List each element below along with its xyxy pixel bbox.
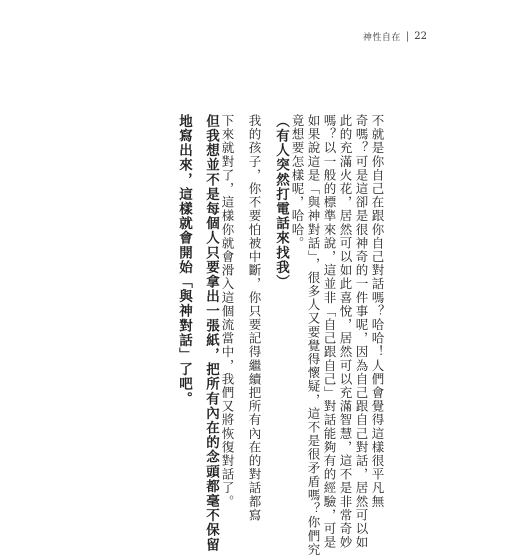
text-column: 此的充滿火花，居然可以如此喜悅，居然可以充滿智慧，這不是非常奇妙 (338, 114, 353, 550)
text-column: 嗎？以一般的標準來說，這並非「自己跟自己」對話能夠有的經驗，可是 (322, 114, 337, 550)
header-separator: | (405, 31, 410, 42)
text-column: 地寫出來，這樣就會開始「與神對話」了吧。 (176, 114, 192, 406)
text-column: 下來就對了，這樣你就會滑入這個流當中，我們又將恢復對話了。 (220, 114, 235, 509)
vertical-body-text (176, 114, 385, 557)
text-column: 但我想並不是每個人只要拿出一張紙，把所有內在的念頭都毫不保留 (203, 114, 219, 552)
text-column: 我的孩子，你不要怕被中斷，你只要記得繼續把所有內在的對話都寫 (247, 114, 262, 522)
book-title: 神性自在 (362, 33, 401, 43)
text-column: 如果說這是「與神對話」，很多人又要覺得懷疑，這不是很矛盾嗎？你們究 (306, 114, 321, 557)
text-column: 奇嗎？可是這卻是很神奇的一件事呢，因為自己跟自己對話，居然可以如 (354, 114, 369, 550)
text-column: 竟想要怎樣呢，哈哈。 (290, 114, 305, 250)
page-number: 22 (414, 31, 427, 42)
text-column: 不就是你自己在跟你自己對話嗎？哈哈！人們會覺得這樣很平凡無 (370, 114, 385, 509)
aside-note: （有人突然打電話來找我） (273, 114, 289, 290)
running-header (363, 30, 427, 43)
